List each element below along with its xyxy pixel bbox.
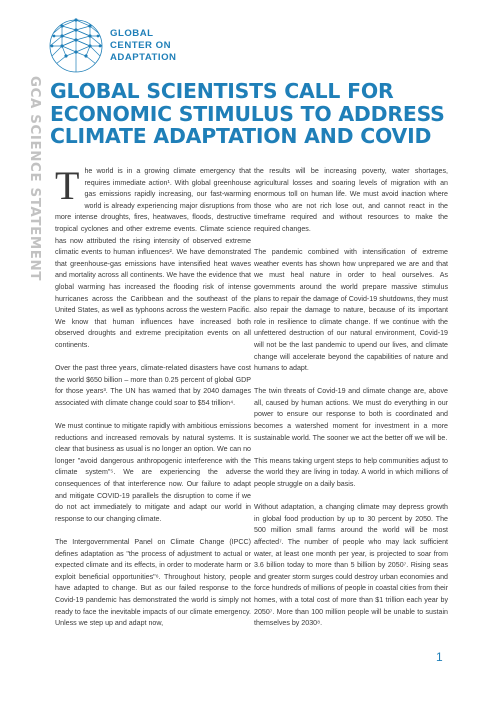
page-title-line3: CLIMATE ADAPTATION AND COVID bbox=[50, 124, 432, 148]
org-name-line3: ADAPTATION bbox=[110, 52, 177, 63]
paragraph: The Intergovernmental Panel on Climate Change (IPCC) defines adaptation as "the process of adjustment to actual or expected climate and its effects, in order to moderate harm or exploit beneficial opportunities"⁶. Throughout history, people have adapted to change. But as our failed response to the Covid-19 pandemic has demonstrated the world is simply not ready to face the inevitable impacts of our climate emergency. Unless we step up and adapt now, bbox=[55, 538, 251, 628]
side-section-label: GCA SCIENCE STATEMENT bbox=[27, 76, 42, 282]
paragraph: The twin threats of Covid-19 and climate change are, above all, caused by human actions. We must do everything in our power to ensure our response to both is coordinated and becomes a watershed moment for investment in a more sustainable world. The sooner we act the better off we will be. bbox=[254, 387, 448, 442]
left-column bbox=[55, 163, 251, 641]
paragraph bbox=[55, 163, 251, 352]
paragraph: the results will be increasing poverty, water shortages, agricultural losses and soaring levels of migration with an enormous toll on human life. We must avoid inaction where those who are not rich lose out, and cannot react in the timeframe required and without resources to make the required changes. bbox=[254, 167, 448, 233]
page-number: 1 bbox=[436, 650, 443, 664]
page-title bbox=[50, 80, 470, 148]
page-title-line1: GLOBAL SCIENTISTS CALL FOR bbox=[50, 79, 394, 103]
paragraph-text: he world is in a growing climate emergency that requires immediate action¹. With global greenhouse gas emissions rapidly increasing, our fast-warming world is already experiencing major disruptions from more intense droughts, fires, heatwaves, floods, destructive tropical cyclones and other extreme events. Climate science has now attributed the rising intensity of observed extreme climatic events to human influences². We have demonstrated that greenhouse-gas emissions have intensified heat waves and mortality across all continents. We have the evidence that global warming has increased the flooding risk of intense hurricanes across the Caribbean and the southeast of the United States, as well as typhoons across the western Pacific. We know that human influences have increased both observed droughts and extreme precipitation events on all continents. bbox=[55, 167, 251, 349]
paragraph: This means taking urgent steps to help communities adjust to the world they are living in today. A world in which millions of people struggle on a daily basis. bbox=[254, 456, 448, 489]
org-name-line1: GLOBAL bbox=[110, 28, 154, 39]
paragraph: We must continue to mitigate rapidly with ambitious emissions reductions and increased removals by natural systems. It is clear that business as usual is no longer an option. We can no longer "avoid dangerous anthropogenic interference with the climate system"⁵. We are experiencing the adverse consequences of that interference now. Our failure to adapt and mitigate COVID-19 parallels the disruption to come if we do not act immediately to mitigate and adapt our world in response to our changing climate. bbox=[55, 422, 251, 523]
paragraph: The pandemic combined with intensification of extreme weather events has shown how unprepared we are and that we must heal nature in order to heal ourselves. As governments around the world prepare massive stimulus plans to repair the damage of Covid-19 shutdowns, they must also repair the damage to nature, because of its important role in resilience to climate change. If we continue with the unfettered destruction of our natural environment, Covid-19 will not be the last pandemic to upend our lives, and climate change will accelerate beyond the capabilities of nature and humans to adapt. bbox=[254, 248, 448, 373]
paragraph: Without adaptation, a changing climate may depress growth in global food production by up to 30 percent by 2050. The 500 million small farms around the world will be most affected⁷. The number of people who may lack sufficient water, at least one month per year, is projected to soar from 3.6 billion today to more than 5 billion by 2050⁷. Rising seas and greater storm surges could destroy urban economies and force hundreds of millions of people in coastal cities from their homes, with a total cost of more than $1 trillion each year by 2050⁷. More than 100 million people will be unable to sustain themselves by 2030⁸. bbox=[254, 503, 448, 628]
gca-globe-logo-icon bbox=[48, 18, 104, 74]
paragraph: Over the past three years, climate-related disasters have cost the world $650 billion – more than 0.25 percent of global GDP for those years³. The UN has warned that by 2040 damages associated with climate change could soar to $54 trillion⁴. bbox=[55, 364, 251, 407]
drop-cap: T bbox=[55, 163, 80, 208]
org-name-line2: CENTER ON bbox=[110, 40, 171, 51]
page-title-line2: ECONOMIC STIMULUS TO ADDRESS bbox=[50, 101, 445, 126]
right-column bbox=[254, 166, 448, 641]
org-name bbox=[110, 28, 176, 64]
